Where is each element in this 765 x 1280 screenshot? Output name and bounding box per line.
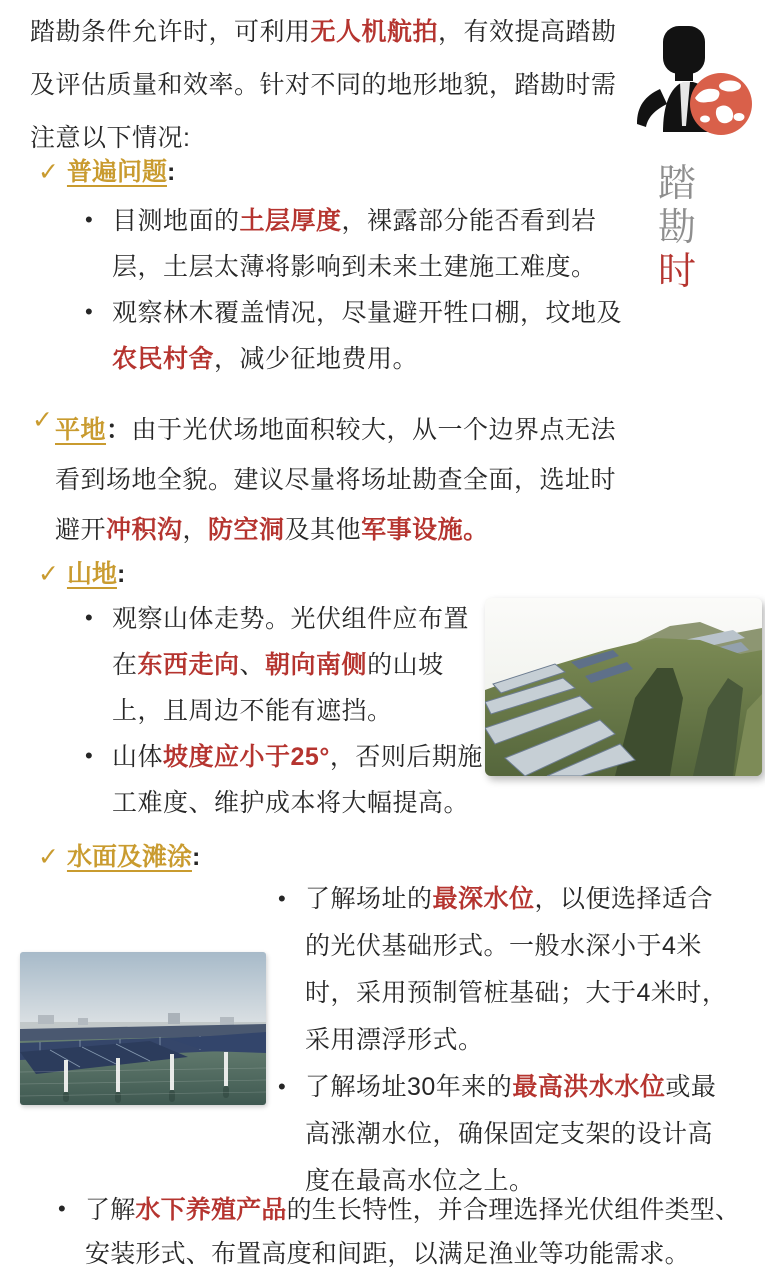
mountain-bullet-list <box>85 596 489 826</box>
section-title-flat-land: 平地 <box>55 416 107 444</box>
section-header-mountain <box>38 558 125 590</box>
bullet-text: 山体坡度应小于25°，否则后期施工难度、维护成本将大幅提高。 <box>112 743 483 817</box>
bullet-text: 观察山体走势。光伏组件应布置在东西走向、朝向南侧的山坡上，且周边不能有遮挡。 <box>112 605 470 725</box>
section-colon: : <box>116 560 126 588</box>
list-item <box>278 876 738 1064</box>
flat-land-paragraph <box>55 405 641 555</box>
bullet-text: 目测地面的土层厚度，裸露部分能否看到岩层，土层太薄将影响到未来土建施工难度。 <box>112 207 597 281</box>
checkmark-icon: ✓ <box>32 406 53 434</box>
bullet-icon: • <box>85 605 94 630</box>
bullet-icon: • <box>278 886 287 911</box>
common-issues-bullet-list <box>85 198 641 382</box>
bullet-text: 了解场址30年来的最高洪水水位或最高涨潮水位，确保固定支架的设计高度在最高水位之上。 <box>305 1073 717 1195</box>
section-title-common-issues: 普遍问题 <box>66 158 167 186</box>
section-colon: ： <box>106 416 132 444</box>
list-item <box>85 734 489 826</box>
list-item <box>58 1188 750 1276</box>
vlabel-char-2: 勘 <box>657 207 696 249</box>
water-bullet-list-bottom <box>58 1188 750 1276</box>
bullet-text: 观察林木覆盖情况，尽量避开牲口棚，坟地及农民村舍，减少征地费用。 <box>112 299 623 373</box>
vertical-section-label <box>654 162 700 294</box>
section-colon: : <box>191 843 201 871</box>
bullet-icon: • <box>278 1074 287 1099</box>
section-title-water: 水面及滩涂 <box>66 843 192 871</box>
floating-pv-on-water-photo <box>20 952 266 1105</box>
businessman-globe-icon <box>633 24 755 140</box>
water-bullet-list <box>278 876 738 1205</box>
section-colon: : <box>166 158 176 186</box>
list-item <box>278 1064 738 1205</box>
vlabel-char-3: 时 <box>657 251 696 293</box>
bullet-icon: • <box>85 207 94 232</box>
checkmark-icon: ✓ <box>38 843 59 871</box>
checkmark-icon: ✓ <box>38 560 59 588</box>
intro-paragraph: 踏勘条件允许时，可利用无人机航拍，有效提高踏勘及评估质量和效率。针对不同的地形地貌，踏勘时需注意以下情况: <box>30 18 617 152</box>
section-header-water <box>38 841 200 873</box>
section-header-common-issues <box>38 156 175 188</box>
list-item <box>85 198 641 290</box>
list-item <box>85 290 641 382</box>
bullet-text: 了解场址的最深水位，以便选择适合的光伏基础形式。一般水深小于4米时，采用预制管桩基础；大于4米时，采用漂浮形式。 <box>305 885 728 1054</box>
bullet-icon: • <box>85 743 94 768</box>
list-item <box>85 596 489 734</box>
vlabel-char-1: 踏 <box>657 163 696 205</box>
section-title-mountain: 山地 <box>66 560 117 588</box>
bullet-icon: • <box>85 299 94 324</box>
mountain-slope-pv-array-photo <box>485 598 762 776</box>
flat-land-text: 由于光伏场地面积较大，从一个边界点无法看到场地全貌。建议尽量将场址勘查全面，选址时避开冲积沟，防空洞及其他军事设施。 <box>55 416 617 544</box>
bullet-text: 了解水下养殖产品的生长特性，并合理选择光伏组件类型、安装形式、布置高度和间距，以满足渔业等功能需求。 <box>85 1196 741 1268</box>
checkmark-icon: ✓ <box>38 158 59 186</box>
bullet-icon: • <box>58 1196 66 1221</box>
